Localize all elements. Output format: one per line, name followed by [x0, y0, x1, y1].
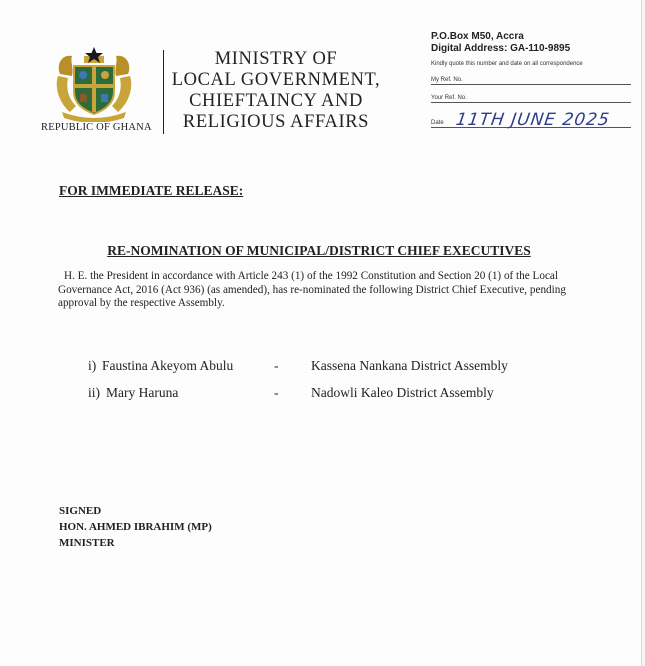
ghana-coat-of-arms-icon: [52, 46, 136, 122]
nominee-dash: -: [274, 358, 279, 373]
ministry-line: MINISTRY OF: [214, 49, 338, 69]
my-ref-line: [431, 69, 631, 85]
nominee-assembly: Nadowli Kaleo District Assembly: [311, 385, 494, 400]
nominee-number: ii): [88, 385, 100, 400]
republic-label: REPUBLIC OF GHANA: [41, 122, 152, 133]
signatory-name: HON. AHMED IBRAHIM (MP): [59, 521, 212, 533]
nominee-number: i): [88, 358, 97, 373]
nominee-dash: -: [274, 385, 279, 400]
po-box: P.O.Box M50, Accra: [431, 31, 524, 42]
my-ref-label: My Ref. No.: [431, 77, 463, 83]
your-ref-label: Your Ref. No.: [431, 95, 467, 101]
nominee-name: Faustina Akeyom Abulu: [102, 358, 234, 373]
announcement-paragraph: H. E. the President in accordance with Article 243 (1) of the 1992 Constitution and Section 20 (1) of the Local Governance Act, 2016 (Act 936) (as amended), has re-nominated the following District Chief Executive, pending approval by the respective Assembly.: [58, 270, 566, 309]
header-divider: [163, 50, 164, 134]
your-ref-line: [431, 87, 631, 103]
contact-block: [431, 31, 636, 128]
quote-note: Kindly quote this number and date on all correspondence: [431, 61, 583, 67]
ministry-line: CHIEFTAINCY AND: [189, 91, 363, 111]
nominee-name: Mary Haruna: [106, 385, 179, 400]
ministry-name: [166, 49, 386, 133]
digital-address: Digital Address: GA-110-9895: [431, 43, 571, 54]
nominee-row: [88, 385, 558, 403]
release-heading: FOR IMMEDIATE RELEASE:: [59, 183, 244, 198]
signatory-title: MINISTER: [59, 537, 115, 549]
nominee-row: [88, 358, 558, 376]
press-title: RE-NOMINATION OF MUNICIPAL/DISTRICT CHIEF EXECUTIVES: [107, 243, 531, 258]
ministry-line: RELIGIOUS AFFAIRS: [182, 112, 370, 132]
ministry-line: LOCAL GOVERNMENT,: [171, 70, 381, 90]
date-label: Date: [431, 120, 444, 126]
signed-label: SIGNED: [59, 505, 102, 517]
handwritten-date: 11TH JUNE 2025: [454, 110, 612, 130]
nominee-assembly: Kassena Nankana District Assembly: [311, 358, 508, 373]
date-line: [431, 105, 631, 128]
